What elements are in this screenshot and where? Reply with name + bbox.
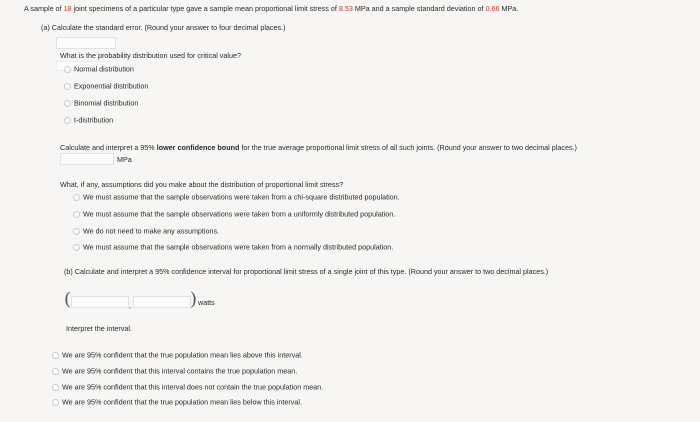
radio-button[interactable] (73, 228, 80, 235)
interpret-option-below[interactable]: We are 95% confident that the true population mean lies below this interval. (52, 397, 302, 407)
radio-button[interactable] (52, 399, 59, 406)
distribution-question: What is the probability distribution used for critical value? (60, 51, 241, 60)
assumption-option-none[interactable]: We do not need to make any assumptions. (73, 226, 219, 236)
radio-button[interactable] (73, 194, 80, 201)
interval-comma: , (129, 301, 131, 310)
assumption-question: What, if any, assumptions did you make about the distribution of proportional limit stress? (60, 180, 344, 189)
interpret-option-not-contain[interactable]: We are 95% confident that this interval does not contain the true population mean. (52, 382, 323, 392)
intro-mid1: joint specimens of a particular type gave a sample mean proportional limit stress of (73, 4, 337, 13)
intro-mid2: MPa and a sample standard deviation of (354, 4, 484, 13)
radio-button[interactable] (73, 244, 80, 251)
dist-option-binomial[interactable]: Binomial distribution (64, 98, 138, 108)
interpret-option-contains[interactable]: We are 95% confident that this interval contains the true population mean. (52, 366, 297, 376)
standard-error-input[interactable] (56, 37, 116, 49)
lower-bound-input[interactable] (60, 153, 114, 165)
interpret-option-above[interactable]: We are 95% confident that the true population mean lies above this interval. (52, 350, 303, 360)
interval-upper-input[interactable] (133, 296, 191, 308)
dist-option-exponential[interactable]: Exponential distribution (64, 81, 148, 91)
assumption-option-uniform[interactable]: We must assume that the sample observations were taken from a uniformly distributed population. (73, 209, 395, 219)
problem-statement (24, 4, 518, 13)
sample-mean-value: 8.53 (338, 4, 353, 13)
lower-bound-emphasis: lower confidence bound (156, 143, 240, 152)
sample-sd-value: 0.66 (485, 4, 500, 13)
interval-close-paren: ) (190, 289, 198, 310)
part-a-label: (a) Calculate the standard error. (Round your answer to four decimal places.) (41, 23, 286, 32)
part-b-label: (b) Calculate and interpret a 95% confidence interval for proportional limit stress of a single joint of this type. (Round your answer to two decimal places.) (64, 267, 549, 276)
radio-button[interactable] (52, 384, 59, 391)
interval-lower-input[interactable] (71, 296, 129, 308)
interval-unit: watts (198, 298, 215, 307)
radio-button[interactable] (64, 66, 71, 73)
assumption-option-chi-square[interactable]: We must assume that the sample observations were taken from a chi-square distributed population. (73, 192, 400, 202)
intro-suffix: MPa. (501, 4, 519, 13)
dist-option-t[interactable]: t-distribution (64, 115, 113, 125)
radio-button[interactable] (64, 83, 71, 90)
radio-button[interactable] (52, 352, 59, 359)
intro-prefix: A sample of (24, 4, 62, 13)
radio-button[interactable] (73, 211, 80, 218)
assumption-option-normal[interactable]: We must assume that the sample observations were taken from a normally distributed population. (73, 242, 393, 252)
dist-option-normal[interactable]: Normal distribution (64, 64, 134, 74)
lower-bound-unit: MPa (117, 155, 132, 164)
interval-open-paren: ( (64, 289, 72, 310)
sample-size-value: 18 (63, 4, 72, 13)
radio-button[interactable] (52, 368, 59, 375)
lower-bound-prompt: Calculate and interpret a 95% lower confidence bound for the true average proportional limit stress of all such joints. (Round your answer to two decimal places.) (60, 143, 577, 152)
interpret-label: Interpret the interval. (66, 324, 132, 333)
radio-button[interactable] (64, 100, 71, 107)
radio-button[interactable] (64, 117, 71, 124)
